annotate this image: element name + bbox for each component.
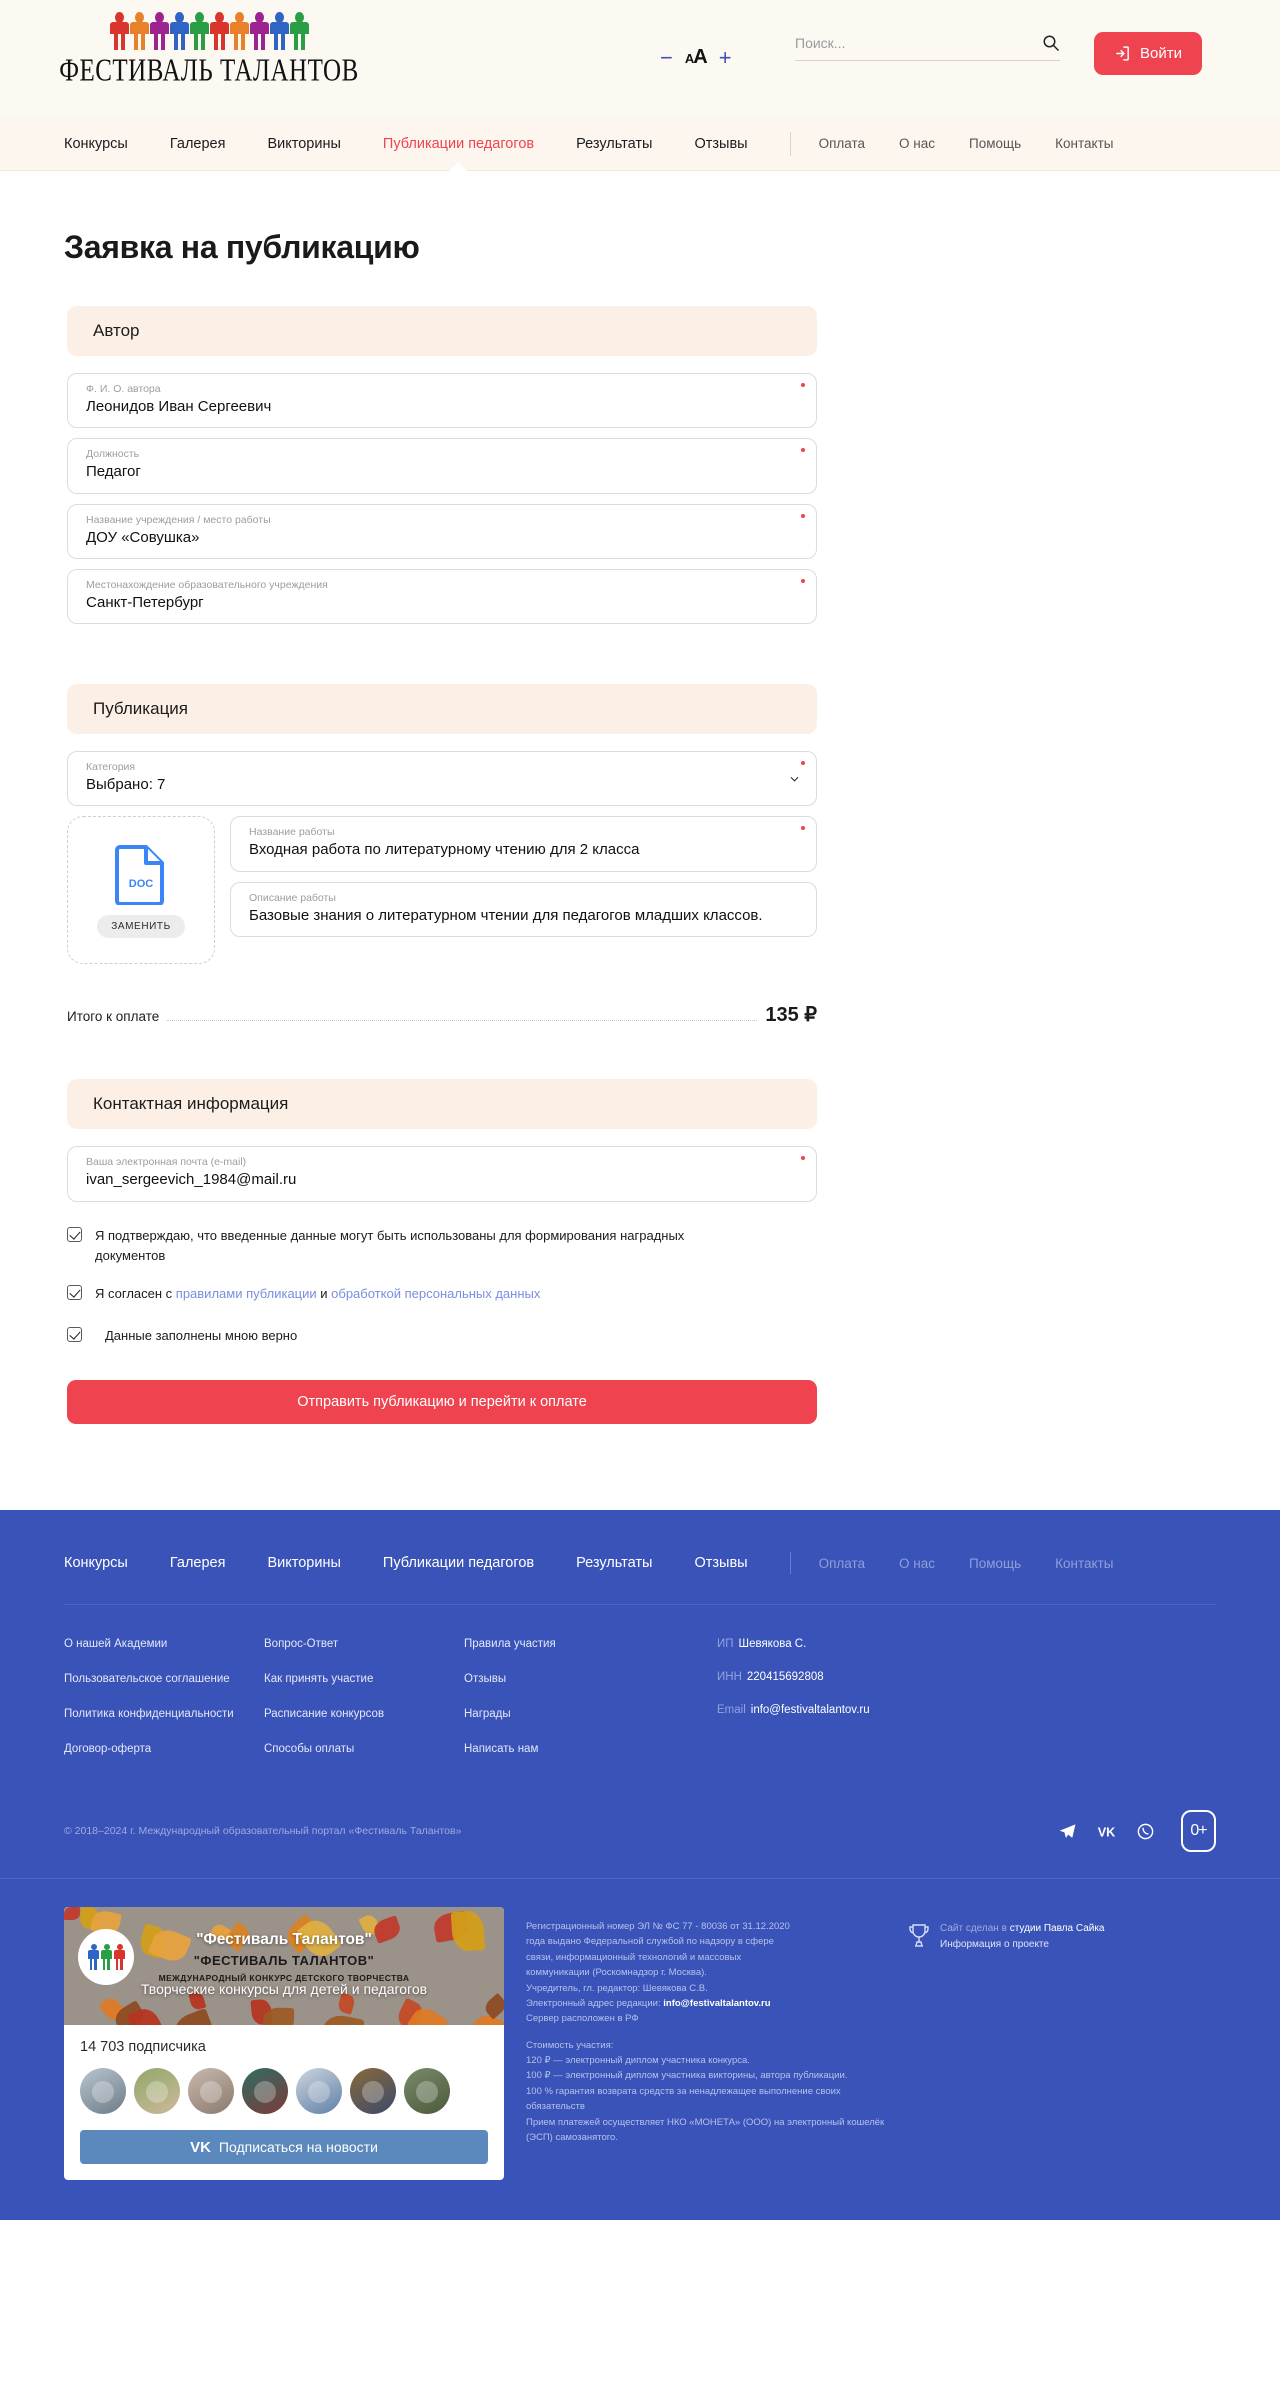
footer-nav-item-1[interactable]: Галерея (169, 1555, 226, 1572)
nav-item-2[interactable]: Викторины (267, 135, 341, 152)
nav-item-1[interactable]: Галерея (169, 135, 226, 152)
publication-rules-link[interactable]: правилами публикации (175, 1285, 317, 1301)
required-indicator (801, 448, 805, 452)
font-aa-small: A (684, 51, 694, 66)
cover-leaf-decoration (263, 2008, 294, 2025)
author-field-3[interactable] (67, 569, 817, 624)
footer-bottom-row (64, 1810, 1216, 1878)
field-value: Леонидов Иван Сергеевич (86, 398, 272, 415)
field-label: Название учреждения / место работы (86, 513, 271, 526)
payments-line: Прием платежей осуществляет НКО «МОНЕТА» (ООО) на электронный кошелёк (ЭСП) самозанятого. (526, 2116, 885, 2143)
page-title: Заявка на публикацию (64, 229, 420, 265)
subscriber-avatar[interactable] (296, 2068, 342, 2114)
contact-key: ИП (717, 1638, 734, 1651)
whatsapp-icon[interactable] (1136, 1822, 1155, 1841)
footer-link-1-2[interactable]: Расписание конкурсов (264, 1708, 385, 1721)
font-size-control (660, 46, 732, 69)
footer-link-2-2[interactable]: Награды (464, 1708, 511, 1721)
checkbox-row-terms[interactable] (67, 1284, 817, 1304)
footer-nav-item-5[interactable]: Отзывы (694, 1555, 748, 1572)
footer-contact-1 (717, 1671, 1216, 1683)
author-field-0[interactable] (67, 373, 817, 428)
nav-item-4[interactable]: Результаты (576, 135, 653, 152)
main-navigation (0, 117, 1280, 171)
vk-subscriber-count: 14 703 подписчика (80, 2039, 206, 2056)
footer-nav-secondary-item-3[interactable]: Контакты (1055, 1555, 1114, 1571)
trophy-icon (908, 1923, 930, 1949)
file-upload-card[interactable] (67, 816, 215, 964)
editorial-email: info@festivaltalantov.ru (663, 1997, 771, 2009)
doc-type-text: DOC (128, 877, 154, 890)
contact-value: Шевякова С. (738, 1638, 807, 1651)
footer-nav-item-4[interactable]: Результаты (576, 1555, 653, 1572)
checkbox-row-awards[interactable] (67, 1226, 817, 1266)
vk-group-widget (64, 1907, 504, 2180)
reg-line-1: Регистрационный номер ЭЛ № ФС 77 - 80036 от 31.12.2020 (526, 1921, 790, 1933)
footer-nav-item-3[interactable]: Публикации педагогов (382, 1555, 535, 1572)
section-header-author: Автор (67, 306, 817, 356)
section-spacer (67, 634, 817, 684)
checkbox-correct-label: Данные заполнены мною верно (105, 1327, 298, 1343)
total-label: Итого к оплате (67, 1009, 160, 1025)
required-indicator (801, 761, 805, 765)
cover-leaf-decoration (171, 2008, 216, 2025)
required-indicator (801, 826, 805, 830)
nav-secondary-item-1[interactable]: О нас (899, 136, 936, 151)
field-value: ДОУ «Совушка» (86, 528, 200, 546)
studio-prefix: Сайт сделан в (940, 1923, 1010, 1935)
nav-secondary-item-2[interactable]: Помощь (969, 136, 1022, 151)
footer-link-1-3[interactable]: Способы оплаты (264, 1743, 355, 1756)
checkbox-awards[interactable] (67, 1227, 82, 1242)
work-description-field[interactable] (230, 882, 817, 937)
personal-data-link[interactable]: обработкой персональных данных (331, 1285, 541, 1301)
footer-link-columns (64, 1605, 1216, 1810)
category-value: Выбрано: 7 (86, 776, 166, 793)
footer-nav-secondary-item-1[interactable]: О нас (899, 1555, 936, 1571)
work-title-value: Входная работа по литературному чтению для 2 класса (249, 841, 640, 859)
author-fields-group (67, 373, 817, 624)
required-indicator (801, 579, 805, 583)
telegram-icon[interactable] (1058, 1822, 1077, 1841)
footer-link-2-1[interactable]: Отзывы (464, 1673, 507, 1686)
search-box[interactable] (795, 34, 1060, 61)
checkbox-row-correct[interactable] (67, 1326, 817, 1346)
footer-column-1 (64, 1638, 264, 1778)
nav-item-0[interactable]: Конкурсы (64, 135, 128, 152)
section-header-publication: Публикация (67, 684, 817, 734)
login-button[interactable] (1094, 32, 1202, 75)
cover-leaf-decoration (64, 1907, 80, 1920)
social-links (1058, 1822, 1155, 1841)
subscriber-avatar[interactable] (242, 2068, 288, 2114)
category-select[interactable] (67, 751, 817, 806)
footer-nav-secondary-item-2[interactable]: Помощь (969, 1555, 1022, 1571)
checkbox-terms[interactable] (67, 1285, 82, 1300)
checkbox-correct[interactable] (67, 1327, 82, 1342)
footer-link-1-1[interactable]: Как принять участие (264, 1673, 374, 1686)
required-indicator (801, 1156, 805, 1160)
footer-nav-secondary-item-0[interactable]: Оплата (818, 1555, 866, 1571)
footer-contacts-column (679, 1638, 1216, 1778)
studio-line-1 (940, 1921, 1105, 1937)
total-row (67, 1002, 817, 1029)
project-info-link[interactable]: Информация о проекте (940, 1939, 1049, 1951)
logo-person-icon (230, 12, 249, 50)
field-value: Санкт-Петербург (86, 593, 204, 611)
contact-key: ИНН (717, 1671, 742, 1684)
subscriber-avatar[interactable] (80, 2068, 126, 2114)
age-rating-badge: 0+ (1181, 1810, 1216, 1852)
email-field[interactable] (67, 1146, 817, 1201)
section-spacer (67, 1029, 817, 1079)
founder-line: Учредитель, гл. редактор: Шевякова С.В. (526, 1982, 708, 1994)
editorial-line (526, 1996, 886, 2011)
nav-separator (790, 132, 791, 156)
checkbox-terms-label (95, 1284, 540, 1304)
subscriber-avatar[interactable] (188, 2068, 234, 2114)
logo-person-icon (210, 12, 229, 50)
font-aa-big: A (693, 46, 707, 68)
doc-file-icon (115, 843, 167, 905)
studio-credit-block (908, 1907, 1105, 2180)
legal-text-block (526, 1907, 886, 2180)
footer-contact-0 (717, 1638, 1216, 1650)
vk-cover-subtitle: "ФЕСТИВАЛЬ ТАЛАНТОВ" (193, 1953, 375, 1969)
logo-person-icon (190, 12, 209, 50)
site-header (0, 0, 1280, 117)
font-decrease-button[interactable]: − (660, 44, 673, 70)
footer-link-1-0[interactable]: Вопрос-Ответ (264, 1638, 339, 1651)
nav-item-5[interactable]: Отзывы (694, 135, 748, 152)
cover-leaf-decoration (320, 2013, 364, 2025)
chevron-down-icon[interactable] (789, 773, 800, 784)
email-value: ivan_sergeevich_1984@mail.ru (86, 1171, 297, 1189)
section-header-contacts: Контактная информация (67, 1079, 817, 1129)
price-title: Стоимость участия: (526, 2039, 614, 2051)
vk-subscribe-button[interactable] (80, 2130, 488, 2164)
work-title-field[interactable] (230, 816, 817, 871)
publication-file-row (67, 816, 817, 964)
footer-lower-section (0, 1878, 1280, 2220)
publication-text-fields (230, 816, 817, 947)
terms-text-before: Я согласен с (95, 1285, 176, 1301)
login-button-label: Войти (1140, 45, 1182, 62)
font-size-label (685, 46, 707, 69)
registration-block (526, 1919, 886, 2027)
required-indicator (801, 514, 805, 518)
agreement-checkboxes (67, 1226, 817, 1347)
site-logo[interactable] (59, 10, 359, 88)
logo-people-icon (110, 10, 309, 50)
subscriber-avatar[interactable] (350, 2068, 396, 2114)
work-description-value: Базовые знания о литературном чтении для педагогов младших классов. (249, 906, 763, 924)
field-value: Педагог (86, 463, 141, 481)
search-icon[interactable] (1042, 34, 1060, 52)
logo-text: ФЕСТИВАЛЬ ТАЛАНТОВ (59, 54, 359, 88)
nav-secondary-item-0[interactable]: Оплата (818, 136, 866, 151)
subscriber-avatar[interactable] (134, 2068, 180, 2114)
footer-contact-2 (717, 1704, 1216, 1716)
vk-subscriber-avatars (80, 2068, 488, 2114)
reg-line-2: года выдано Федеральной службой по надзору в сфере (526, 1936, 774, 1948)
footer-link-0-0[interactable]: О нашей Академии (64, 1638, 168, 1651)
footer-column-2 (264, 1638, 464, 1778)
checkbox-awards-label: Я подтверждаю, что введенные данные могут быть использованы для формирования наградных документов (95, 1227, 685, 1263)
contact-value: 220415692808 (746, 1671, 824, 1684)
category-label: Категория (86, 761, 136, 773)
footer-nav-item-0[interactable]: Конкурсы (64, 1555, 128, 1572)
footer-navigation (64, 1510, 1216, 1604)
content-bottom-spacer (64, 1424, 1216, 1510)
field-label: Местонахождение образовательного учреждения (86, 578, 328, 591)
required-indicator (801, 383, 805, 387)
field-label: Должность (86, 448, 140, 461)
logo-person-icon (270, 12, 289, 50)
submit-publication-button[interactable]: Отправить публикацию и перейти к оплате (67, 1380, 817, 1424)
vk-widget-body (64, 2025, 504, 2180)
terms-text-mid: и (316, 1285, 332, 1301)
server-line: Сервер расположен в РФ (526, 2013, 639, 2025)
footer-link-2-0[interactable]: Правила участия (464, 1638, 556, 1651)
pricing-block (526, 2038, 886, 2146)
author-field-2[interactable] (67, 504, 817, 559)
subscriber-avatar[interactable] (404, 2068, 450, 2114)
replace-file-button[interactable]: ЗАМЕНИТЬ (97, 915, 185, 938)
work-title-label: Название работы (249, 826, 335, 839)
footer-link-0-1[interactable]: Пользовательское соглашение (64, 1673, 230, 1686)
contact-value: info@festivaltalantov.ru (750, 1704, 870, 1717)
guarantee-line: 100 % гарантия возврата средств за ненадлежащее выполнение своих обязательств (526, 2085, 841, 2113)
work-description-label: Описание работы (249, 891, 336, 904)
copyright-text: © 2018–2024 г. Международный образовательный портал «Фестиваль Талантов» (64, 1825, 462, 1838)
logo-person-icon (110, 12, 129, 50)
email-label: Ваша электронная почта (e-mail) (86, 1156, 247, 1169)
nav-secondary-item-3[interactable]: Контакты (1055, 136, 1114, 151)
price-line-1: 120 ₽ — электронный диплом участника конкурса. (526, 2055, 750, 2067)
footer-link-0-3[interactable]: Договор-оферта (64, 1743, 152, 1756)
footer-link-2-3[interactable]: Написать нам (464, 1743, 539, 1756)
vk-logo-icon: VK (190, 2138, 211, 2156)
studio-credit-text (940, 1921, 1105, 1953)
logo-person-icon (130, 12, 149, 50)
editorial-prefix: Электронный адрес редакции: (526, 1997, 664, 2009)
logo-person-icon (290, 12, 309, 50)
search-input[interactable] (795, 35, 995, 51)
site-footer (0, 1510, 1280, 1878)
vk-cover-title: "Фестиваль Талантов" (196, 1931, 372, 1949)
vk-cover-image (64, 1907, 504, 2025)
vk-icon[interactable] (1097, 1822, 1116, 1841)
nav-item-3[interactable]: Публикации педагогов (382, 135, 535, 152)
contact-key: Email (717, 1704, 746, 1717)
total-dotted-leader (167, 1020, 757, 1021)
logo-person-icon (170, 12, 189, 50)
field-label: Ф. И. О. автора (86, 383, 161, 395)
svg-text:VK: VK (1097, 1824, 1116, 1839)
logo-person-icon (250, 12, 269, 50)
footer-link-0-2[interactable]: Политика конфиденциальности (64, 1708, 234, 1721)
total-value: 135 ₽ (765, 1004, 817, 1027)
vk-subscribe-label: Подписаться на новости (218, 2139, 378, 2156)
vk-cover-subtitle2: МЕЖДУНАРОДНЫЙ КОНКУРС ДЕТСКОГО ТВОРЧЕСТВА (158, 1973, 410, 1984)
vk-cover-tagline: Творческие конкурсы для детей и педагогов (140, 1981, 428, 1998)
footer-nav-item-2[interactable]: Викторины (267, 1555, 341, 1572)
logo-person-icon (150, 12, 169, 50)
publication-form (67, 306, 817, 1424)
main-content (0, 229, 1280, 1510)
login-icon (1114, 45, 1131, 62)
footer-column-3 (464, 1638, 679, 1778)
reg-line-4: коммуникации (Роскомнадзор г. Москва). (526, 1967, 707, 1979)
footer-nav-separator (790, 1552, 791, 1574)
author-field-1[interactable] (67, 438, 817, 493)
reg-line-3: связи, информационный технологий и массовых (526, 1951, 742, 1963)
studio-link[interactable]: студии Павла Сайка (1009, 1923, 1105, 1935)
price-line-2: 100 ₽ — электронный диплом участника викторины, автора публикации. (526, 2070, 848, 2082)
font-increase-button[interactable]: + (718, 44, 732, 70)
